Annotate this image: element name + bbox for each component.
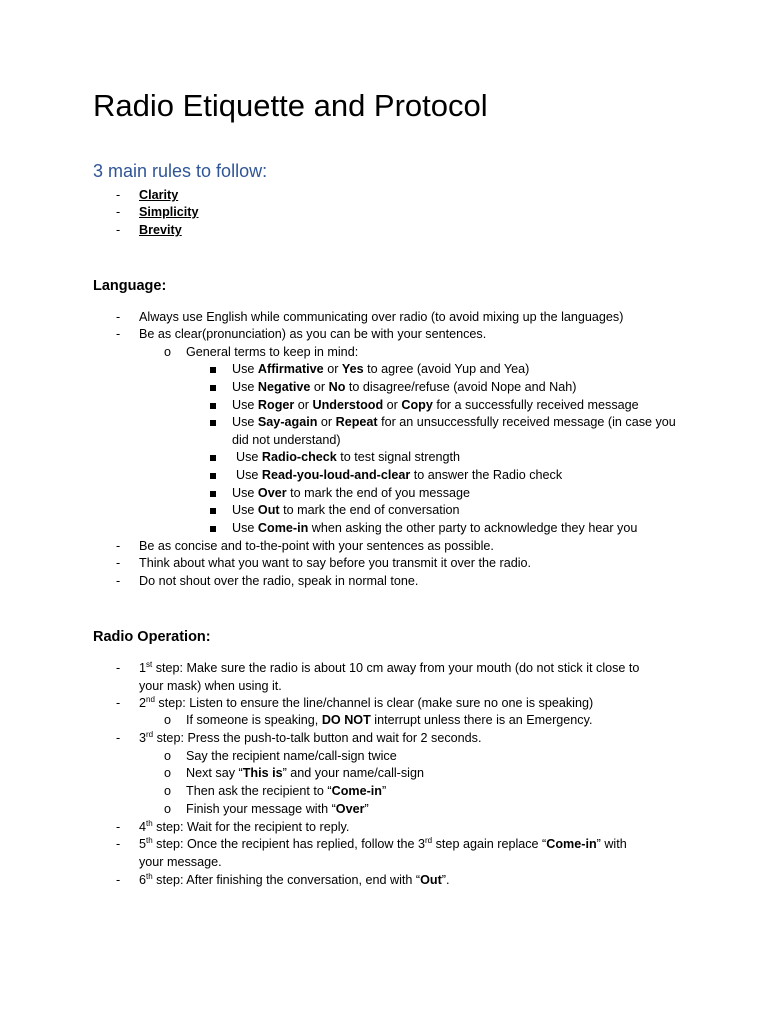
step-3: 3rd step: Press the push-to-talk button and wait for 2 seconds. <box>139 729 482 745</box>
square-bullet-icon <box>210 361 216 378</box>
term-out: Use Out to mark the end of conversation <box>232 503 460 517</box>
term-say-again: Use Say-again or Repeat for an unsuccessfully received message (in case you <box>232 415 676 429</box>
list-marker: - <box>116 205 121 219</box>
step-5: 5th step: Once the recipient has replied, follow the 3rd step again replace “Come-in” with <box>139 835 627 851</box>
step-5-continued: your message. <box>139 855 222 869</box>
term-over: Use Over to mark the end of you message <box>232 486 471 500</box>
list-marker: o <box>164 766 172 780</box>
step-3-sub-3: Then ask the recipient to “Come-in” <box>186 784 387 798</box>
step-3-sub-4: Finish your message with “Over” <box>186 802 369 816</box>
main-rules-heading: 3 main rules to follow: <box>93 161 268 181</box>
list-marker: - <box>116 837 121 851</box>
rule-clarity: Clarity <box>139 188 179 202</box>
list-marker: - <box>116 731 121 745</box>
list-marker: - <box>116 696 121 710</box>
term-roger: Use Roger or Understood or Copy for a successfully received message <box>232 398 639 412</box>
list-marker: o <box>164 713 172 727</box>
language-bullet-4: Think about what you want to say before you transmit it over the radio. <box>139 556 532 570</box>
term-radio-check: Use Radio-check to test signal strength <box>236 450 461 464</box>
step-4: 4th step: Wait for the recipient to reply. <box>139 818 350 834</box>
term-affirmative: Use Affirmative or Yes to agree (avoid Yup and Yea) <box>232 362 530 376</box>
step-2-note: If someone is speaking, DO NOT interrupt unless there is an Emergency. <box>186 713 593 727</box>
rule-simplicity: Simplicity <box>139 205 199 219</box>
list-marker: - <box>116 661 121 675</box>
square-bullet-icon <box>210 379 216 396</box>
square-bullet-icon <box>210 502 216 519</box>
list-marker: - <box>116 223 121 237</box>
term-come-in: Use Come-in when asking the other party to acknowledge they hear you <box>232 521 638 535</box>
square-bullet-icon <box>210 414 216 431</box>
language-bullet-2: Be as clear(pronunciation) as you can be with your sentences. <box>139 327 487 341</box>
step-6: 6th step: After finishing the conversation, end with “Out”. <box>139 871 450 887</box>
list-marker: - <box>116 556 121 570</box>
list-marker: - <box>116 574 121 588</box>
list-marker: o <box>164 345 172 359</box>
language-bullet-3: Be as concise and to-the-point with your sentences as possible. <box>139 539 494 553</box>
rule-brevity: Brevity <box>139 223 182 237</box>
language-heading: Language: <box>93 278 167 294</box>
term-read-you: Use Read-you-loud-and-clear to answer the Radio check <box>236 468 563 482</box>
radio-operation-heading: Radio Operation: <box>93 629 211 645</box>
general-terms-label: General terms to keep in mind: <box>186 345 359 359</box>
language-bullet-1: Always use English while communicating over radio (to avoid mixing up the languages) <box>139 310 624 324</box>
list-marker: - <box>116 188 121 202</box>
language-bullet-5: Do not shout over the radio, speak in normal tone. <box>139 574 419 588</box>
step-3-sub-1: Say the recipient name/call-sign twice <box>186 749 397 763</box>
square-bullet-icon <box>210 520 216 537</box>
square-bullet-icon <box>210 449 216 466</box>
square-bullet-icon <box>210 397 216 414</box>
list-marker: - <box>116 539 121 553</box>
list-marker: - <box>116 873 121 887</box>
list-marker: o <box>164 749 172 763</box>
term-say-again-continued: did not understand) <box>232 433 341 447</box>
list-marker: - <box>116 310 121 324</box>
list-marker: - <box>116 327 121 341</box>
page-title: Radio Etiquette and Protocol <box>93 88 488 123</box>
list-marker: o <box>164 802 172 816</box>
term-negative: Use Negative or No to disagree/refuse (avoid Nope and Nah) <box>232 380 577 394</box>
step-1-continued: your mask) when using it. <box>139 679 282 693</box>
step-2: 2nd step: Listen to ensure the line/channel is clear (make sure no one is speaking) <box>139 694 594 710</box>
list-marker: - <box>116 820 121 834</box>
list-marker: o <box>164 784 172 798</box>
step-1: 1st step: Make sure the radio is about 10 cm away from your mouth (do not stick it close to <box>139 659 640 675</box>
step-3-sub-2: Next say “This is” and your name/call-sign <box>186 766 424 780</box>
square-bullet-icon <box>210 485 216 502</box>
square-bullet-icon <box>210 467 216 484</box>
